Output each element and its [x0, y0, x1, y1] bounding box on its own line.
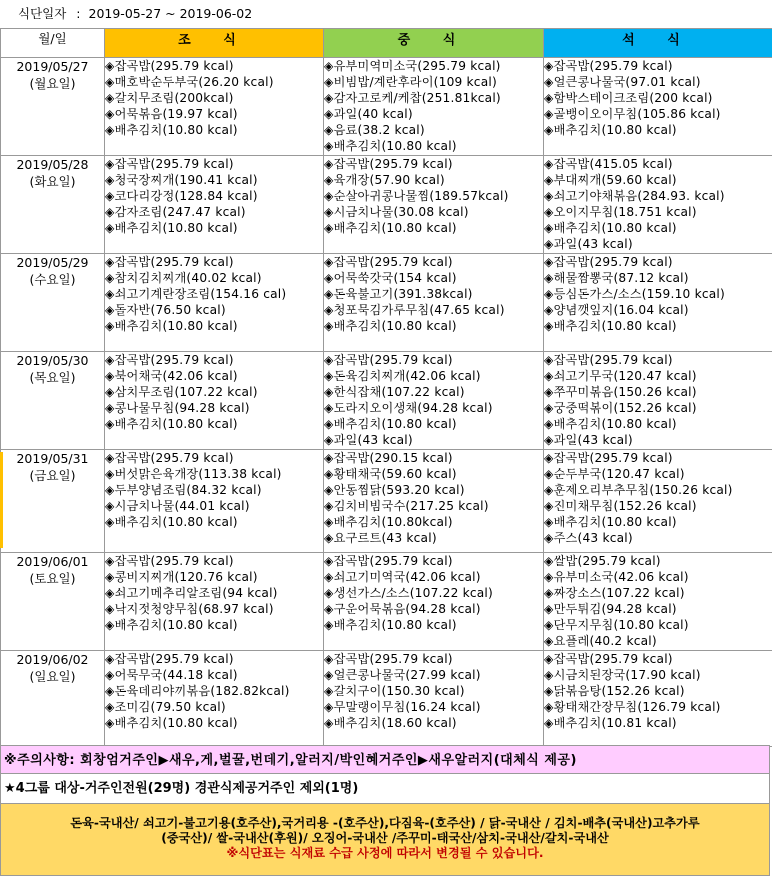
lunch-item: ◈잡곡밥(290.15 kcal) [324, 451, 453, 465]
dinner-item: ◈황태채간장무침(126.79 kcal) [544, 700, 721, 714]
breakfast-cell [105, 352, 324, 450]
dinner-item: ◈부대찌개(59.60 kcal) [544, 173, 677, 187]
dinner-item: ◈주스(43 kcal) [544, 531, 633, 545]
breakfast-item: ◈쇠고기메추리알조림(94 kcal) [105, 586, 278, 600]
dinner-item: ◈시금치된장국(17.90 kcal) [544, 668, 701, 682]
lunch-item: ◈과일(43 kcal) [324, 433, 413, 447]
lunch-item: ◈과일(40 kcal) [324, 107, 413, 121]
breakfast-item: ◈청국장찌개(190.41 kcal) [105, 173, 258, 187]
lunch-item: ◈도라지오이생채(94.28 kcal) [324, 401, 493, 415]
day-row [1, 156, 772, 254]
day-date: 2019/05/27 [16, 59, 89, 74]
lunch-item: ◈잡곡밥(295.79 kcal) [324, 554, 453, 568]
breakfast-item: ◈돌자반(76.50 kcal) [105, 303, 226, 317]
lunch-item: ◈어묵쑥갓국(154 kcal) [324, 271, 457, 285]
dinner-item: ◈잡곡밥(295.79 kcal) [544, 59, 673, 73]
dinner-cell [544, 156, 772, 254]
breakfast-item: ◈배추김치(10.80 kcal) [105, 716, 238, 730]
breakfast-item: ◈잡곡밥(295.79 kcal) [105, 353, 234, 367]
breakfast-cell [105, 450, 324, 553]
dinner-item: ◈배추김치(10.80 kcal) [544, 221, 677, 235]
period-label: 식단일자 [18, 6, 67, 21]
lunch-item: ◈잡곡밥(295.79 kcal) [324, 157, 453, 171]
lunch-item: ◈음료(38.2 kcal) [324, 123, 425, 137]
breakfast-item: ◈콩비지찌개(120.76 kcal) [105, 570, 258, 584]
column-header-dinner: 석 식 [544, 29, 772, 58]
dinner-item: ◈유부미소국(42.06 kcal) [544, 570, 689, 584]
lunch-item: ◈얼큰콩나물국(27.99 kcal) [324, 668, 481, 682]
column-header-breakfast: 조 식 [105, 29, 324, 58]
day-row [1, 651, 772, 747]
dinner-cell [544, 450, 772, 553]
breakfast-item: ◈시금치나물(44.01 kcal) [105, 499, 250, 513]
dinner-item: ◈잡곡밥(295.79 kcal) [544, 255, 673, 269]
lunch-cell [324, 651, 544, 747]
lunch-item: ◈김치비빔국수(217.25 kcal) [324, 499, 489, 513]
dinner-item: ◈만두튀김(94.28 kcal) [544, 602, 677, 616]
lunch-cell [324, 156, 544, 254]
breakfast-item: ◈잡곡밥(295.79 kcal) [105, 157, 234, 171]
allergy-caution: ※주의사항: 회창엄거주인▶새우,게,벌꿀,번데기,알러지/박인혜거주인▶새우알러지(대체식 제공) [0, 745, 770, 774]
day-row [1, 254, 772, 352]
period-separator: : [76, 6, 81, 21]
lunch-item: ◈황태채국(59.60 kcal) [324, 467, 457, 481]
lunch-item: ◈감자고로케/케찹(251.81kcal) [324, 91, 501, 105]
breakfast-item: ◈매호박순두부국(26.20 kcal) [105, 75, 274, 89]
breakfast-item: ◈배추김치(10.80 kcal) [105, 515, 238, 529]
lunch-item: ◈비빔밥/계란후라이(109 kcal) [324, 75, 497, 89]
breakfast-item: ◈삼치무조림(107.22 kcal) [105, 385, 258, 399]
breakfast-item: ◈콩나물무침(94.28 kcal) [105, 401, 250, 415]
dinner-item: ◈등심돈가스/소스(159.10 kcal) [544, 287, 725, 301]
breakfast-item: ◈배추김치(10.80 kcal) [105, 221, 238, 235]
dinner-item: ◈배추김치(10.81 kcal) [544, 716, 677, 730]
dinner-item: ◈쌀밥(295.79 kcal) [544, 554, 661, 568]
day-date: 2019/05/29 [16, 255, 89, 270]
day-weekday: (토요일) [29, 571, 76, 586]
lunch-cell [324, 254, 544, 352]
breakfast-item: ◈감자조림(247.47 kcal) [105, 205, 246, 219]
dinner-item: ◈배추김치(10.80 kcal) [544, 319, 677, 333]
day-date: 2019/05/31 [16, 451, 89, 466]
lunch-item: ◈시금치나물(30.08 kcal) [324, 205, 469, 219]
dinner-item: ◈잡곡밥(415.05 kcal) [544, 157, 673, 171]
dinner-item: ◈훈제오리부추무침(150.26 kcal) [544, 483, 733, 497]
breakfast-item: ◈배추김치(10.80 kcal) [105, 319, 238, 333]
day-date-cell [1, 651, 105, 747]
breakfast-item: ◈쇠고기계란장조림(154.16 cal) [105, 287, 287, 301]
breakfast-cell [105, 156, 324, 254]
column-header-date: 월/일 [1, 29, 105, 58]
day-date: 2019/05/28 [16, 157, 89, 172]
dinner-item: ◈얼큰콩나물국(97.01 kcal) [544, 75, 701, 89]
origin-info [0, 804, 770, 876]
breakfast-item: ◈잡곡밥(295.79 kcal) [105, 59, 234, 73]
day-date: 2019/06/01 [16, 554, 89, 569]
change-notice: ※식단표는 식재료 수급 사정에 따라서 변경될 수 있습니다. [226, 846, 544, 860]
day-date-cell [1, 254, 105, 352]
period-range: 2019-05-27 ~ 2019-06-02 [88, 6, 253, 21]
breakfast-item: ◈두부양념조림(84.32 kcal) [105, 483, 262, 497]
breakfast-item: ◈어묵볶음(19.97 kcal) [105, 107, 238, 121]
lunch-item: ◈순살아귀콩나물찜(189.57kcal) [324, 189, 509, 203]
lunch-item: ◈청포묵김가루무침(47.65 kcal) [324, 303, 505, 317]
day-weekday: (목요일) [29, 370, 76, 385]
origin-line-1: 돈육-국내산/ 쇠고기-불고기용(호주산),국거리용 -(호주산),다짐육-(호주산) / 닭-국내산 / 김치-배추(국내산)고추가루 [70, 816, 700, 830]
day-row [1, 58, 772, 156]
dinner-cell [544, 651, 772, 747]
breakfast-item: ◈배추김치(10.80 kcal) [105, 123, 238, 137]
dinner-cell [544, 352, 772, 450]
column-header-lunch: 중 식 [324, 29, 544, 58]
selection-marker [0, 452, 3, 548]
lunch-item: ◈배추김치(10.80 kcal) [324, 417, 457, 431]
dinner-item: ◈짜장소스(107.22 kcal) [544, 586, 685, 600]
menu-period-header [0, 0, 772, 28]
lunch-item: ◈배추김치(18.60 kcal) [324, 716, 457, 730]
dinner-item: ◈잡곡밥(295.79 kcal) [544, 353, 673, 367]
day-row [1, 553, 772, 651]
lunch-item: ◈잡곡밥(295.79 kcal) [324, 353, 453, 367]
breakfast-item: ◈코다리강정(128.84 kcal) [105, 189, 258, 203]
breakfast-item: ◈조미김(79.50 kcal) [105, 700, 226, 714]
day-date-cell [1, 156, 105, 254]
day-weekday: (화요일) [29, 174, 76, 189]
dinner-item: ◈배추김치(10.80 kcal) [544, 417, 677, 431]
dinner-item: ◈궁중떡볶이(152.26 kcal) [544, 401, 697, 415]
lunch-item: ◈잡곡밥(295.79 kcal) [324, 255, 453, 269]
day-weekday: (금요일) [29, 468, 76, 483]
dinner-item: ◈닭볶음탕(152.26 kcal) [544, 684, 685, 698]
lunch-cell [324, 352, 544, 450]
lunch-item: ◈무말랭이무침(16.24 kcal) [324, 700, 481, 714]
breakfast-cell [105, 254, 324, 352]
dinner-item: ◈쇠고기야채볶음(284.93. kcal) [544, 189, 725, 203]
day-date-cell [1, 450, 105, 553]
lunch-item: ◈배추김치(10.80 kcal) [324, 221, 457, 235]
dinner-item: ◈과일(43 kcal) [544, 237, 633, 251]
lunch-cell [324, 450, 544, 553]
breakfast-item: ◈잡곡밥(295.79 kcal) [105, 554, 234, 568]
day-weekday: (일요일) [29, 669, 76, 684]
lunch-cell [324, 553, 544, 651]
lunch-item: ◈구운어묵볶음(94.28 kcal) [324, 602, 481, 616]
lunch-item: ◈갈치구이(150.30 kcal) [324, 684, 465, 698]
lunch-item: ◈잡곡밥(295.79 kcal) [324, 652, 453, 666]
breakfast-item: ◈어묵무국(44.18 kcal) [105, 668, 238, 682]
lunch-item: ◈안동찜닭(593.20 kcal) [324, 483, 465, 497]
day-date: 2019/06/02 [16, 652, 89, 667]
day-date: 2019/05/30 [16, 353, 89, 368]
breakfast-item: ◈북어채국(42.06 kcal) [105, 369, 238, 383]
breakfast-item: ◈갈치무조림(200kcal) [105, 91, 234, 105]
breakfast-item: ◈잡곡밥(295.79 kcal) [105, 255, 234, 269]
breakfast-cell [105, 58, 324, 156]
lunch-item: ◈돈육불고기(391.38kcal) [324, 287, 473, 301]
target-group-note: ★4그룹 대상-거주인전원(29명) 경관식제공거주인 제외(1명) [0, 774, 770, 804]
breakfast-item: ◈배추김치(10.80 kcal) [105, 618, 238, 632]
breakfast-item: ◈배추김치(10.80 kcal) [105, 417, 238, 431]
breakfast-item: ◈버섯맑은육개장(113.38 kcal) [105, 467, 282, 481]
lunch-item: ◈육개장(57.90 kcal) [324, 173, 445, 187]
lunch-item: ◈배추김치(10.80 kcal) [324, 618, 457, 632]
dinner-item: ◈양념깻잎지(16.04 kcal) [544, 303, 689, 317]
dinner-cell [544, 58, 772, 156]
day-row [1, 450, 772, 553]
dinner-item: ◈잡곡밥(295.79 kcal) [544, 451, 673, 465]
lunch-item: ◈한식잡채(107.22 kcal) [324, 385, 465, 399]
dinner-item: ◈쇠고기무국(120.47 kcal) [544, 369, 697, 383]
breakfast-cell [105, 553, 324, 651]
day-date-cell [1, 352, 105, 450]
dinner-item: ◈잡곡밥(295.79 kcal) [544, 652, 673, 666]
lunch-item: ◈배추김치(10.80 kcal) [324, 319, 457, 333]
day-weekday: (월요일) [29, 76, 76, 91]
dinner-item: ◈단무지무침(10.80 kcal) [544, 618, 689, 632]
dinner-item: ◈진미채무침(152.26 kcal) [544, 499, 697, 513]
lunch-item: ◈요구르트(43 kcal) [324, 531, 437, 545]
lunch-item: ◈배추김치(10.80kcal) [324, 515, 453, 529]
origin-line-2: (중국산)/ 쌀-국내산(후원)/ 오징어-국내산 /주꾸미-태국산/삼치-국내산/갈치-국내산 [161, 831, 609, 845]
dinner-item: ◈배추김치(10.80 kcal) [544, 123, 677, 137]
dinner-item: ◈해물짬뽕국(87.12 kcal) [544, 271, 689, 285]
dinner-item: ◈요플레(40.2 kcal) [544, 634, 657, 648]
lunch-item: ◈쇠고기미역국(42.06 kcal) [324, 570, 481, 584]
dinner-item: ◈배추김치(10.80 kcal) [544, 515, 677, 529]
breakfast-item: ◈잡곡밥(295.79 kcal) [105, 451, 234, 465]
breakfast-item: ◈낙지젓청양무침(68.97 kcal) [105, 602, 274, 616]
breakfast-item: ◈잡곡밥(295.79 kcal) [105, 652, 234, 666]
weekly-menu-table [0, 28, 772, 747]
lunch-cell [324, 58, 544, 156]
dinner-item: ◈쭈꾸미볶음(150.26 kcal) [544, 385, 697, 399]
breakfast-item: ◈참치김치찌개(40.02 kcal) [105, 271, 262, 285]
day-date-cell [1, 58, 105, 156]
breakfast-cell [105, 651, 324, 747]
dinner-cell [544, 553, 772, 651]
day-weekday: (수요일) [29, 272, 76, 287]
dinner-item: ◈오이지무침(18.751 kcal) [544, 205, 697, 219]
dinner-item: ◈함박스테이크조림(200 kcal) [544, 91, 713, 105]
lunch-item: ◈배추김치(10.80 kcal) [324, 139, 457, 153]
day-row [1, 352, 772, 450]
lunch-item: ◈돈육김치찌개(42.06 kcal) [324, 369, 481, 383]
breakfast-item: ◈돈육데리야끼볶음(182.82kcal) [105, 684, 290, 698]
dinner-item: ◈골뱅이오이무침(105.86 kcal) [544, 107, 721, 121]
lunch-item: ◈유부미역미소국(295.79 kcal) [324, 59, 501, 73]
dinner-cell [544, 254, 772, 352]
dinner-item: ◈과일(43 kcal) [544, 433, 633, 447]
lunch-item: ◈생선가스/소스(107.22 kcal) [324, 586, 493, 600]
dinner-item: ◈순두부국(120.47 kcal) [544, 467, 685, 481]
day-date-cell [1, 553, 105, 651]
